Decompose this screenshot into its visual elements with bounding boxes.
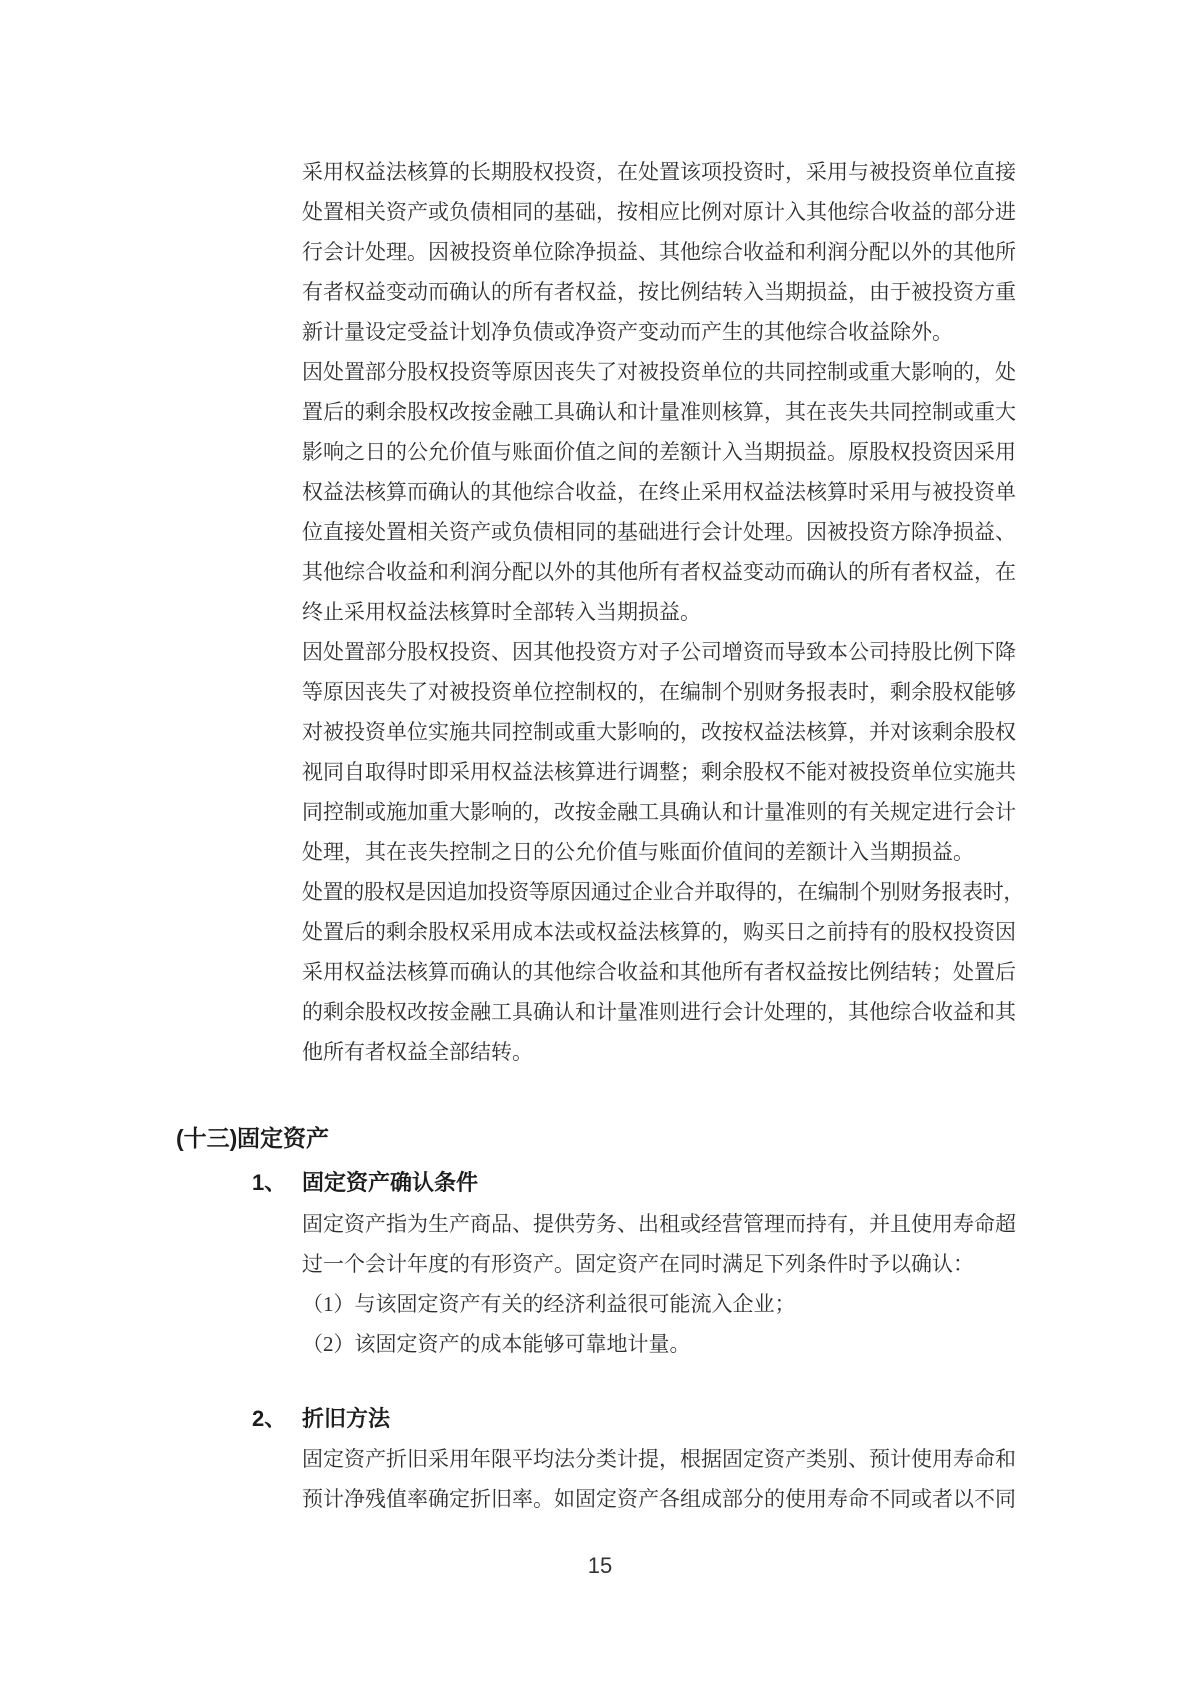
text-line: 处置的股权是因追加投资等原因通过企业合并取得的，在编制个别财务报表时， [302, 880, 1024, 904]
text-line: 采用权益法核算的长期股权投资，在处置该项投资时，采用与被投资单位直接 [302, 160, 1016, 184]
section-marker: (十三) [176, 1125, 238, 1151]
text-line: 终止采用权益法核算时全部转入当期损益。 [302, 600, 701, 624]
paragraph [302, 352, 1024, 632]
text-line: 权益法核算而确认的其他综合收益，在终止采用权益法核算时采用与被投资单 [302, 480, 1016, 504]
section-heading [176, 1118, 329, 1158]
subsection-body-fixed-asset-recognition [302, 1204, 1024, 1364]
text-line: 固定资产指为生产商品、提供劳务、出租或经营管理而持有，并且使用寿命超 [302, 1212, 1016, 1236]
paragraph [302, 632, 1024, 872]
text-line: 位直接处置相关资产或负债相同的基础进行会计处理。因被投资方除净损益、 [302, 520, 1016, 544]
text-line: 的剩余股权改按金融工具确认和计量准则进行会计处理的，其他综合收益和其 [302, 1000, 1016, 1024]
page-number: 15 [587, 1553, 613, 1578]
text-line: 等原因丧失了对被投资单位控制权的，在编制个别财务报表时，剩余股权能够 [302, 680, 1016, 704]
text-line: 他所有者权益全部结转。 [302, 1040, 533, 1064]
section-title: 固定资产 [237, 1125, 329, 1151]
subsection-heading-depreciation-method [252, 1399, 390, 1439]
text-line: 处理，其在丧失控制之日的公允价值与账面价值间的差额计入当期损益。 [302, 840, 974, 864]
text-line: 处置相关资产或负债相同的基础，按相应比例对原计入其他综合收益的部分进 [302, 200, 1016, 224]
text-line: 因处置部分股权投资、因其他投资方对子公司增资而导致本公司持股比例下降 [302, 640, 1016, 664]
paragraph [302, 872, 1024, 1072]
subsection-title: 折旧方法 [302, 1406, 391, 1431]
text-line: 预计净残值率确定折旧率。如固定资产各组成部分的使用寿命不同或者以不同 [302, 1487, 1016, 1511]
text-line: 固定资产折旧采用年限平均法分类计提，根据固定资产类别、预计使用寿命和 [302, 1447, 1016, 1471]
text-line: 采用权益法核算而确认的其他综合收益和其他所有者权益按比例结转；处置后 [302, 960, 1016, 984]
text-line: （2）该固定资产的成本能够可靠地计量。 [302, 1332, 691, 1356]
subsection-title: 固定资产确认条件 [302, 1170, 479, 1195]
text-line: 处置后的剩余股权采用成本法或权益法核算的，购买日之前持有的股权投资因 [302, 920, 1016, 944]
text-line: 其他综合收益和利润分配以外的其他所有者权益变动而确认的所有者权益，在 [302, 560, 1016, 584]
text-line: 影响之日的公允价值与账面价值之间的差额计入当期损益。原股权投资因采用 [302, 440, 1016, 464]
text-line: 置后的剩余股权改按金融工具确认和计量准则核算，其在丧失共同控制或重大 [302, 400, 1016, 424]
text-line: 行会计处理。因被投资单位除净损益、其他综合收益和利润分配以外的其他所 [302, 240, 1016, 264]
text-line: 有者权益变动而确认的所有者权益，按比例结转入当期损益，由于被投资方重 [302, 280, 1016, 304]
subsection-number: 2、 [252, 1406, 287, 1431]
text-line: 因处置部分股权投资等原因丧失了对被投资单位的共同控制或重大影响的，处 [302, 360, 1016, 384]
text-line: （1）与该固定资产有关的经济利益很可能流入企业； [302, 1292, 796, 1316]
text-line: 对被投资单位实施共同控制或重大影响的，改按权益法核算，并对该剩余股权 [302, 720, 1016, 744]
body-text [302, 152, 1024, 1072]
subsection-number: 1、 [252, 1170, 287, 1195]
text-line: 同控制或施加重大影响的，改按金融工具确认和计量准则的有关规定进行会计 [302, 800, 1016, 824]
text-line: 新计量设定受益计划净负债或净资产变动而产生的其他综合收益除外。 [302, 320, 953, 344]
subsection-body-depreciation-method [302, 1439, 1024, 1519]
text-line: 视同自取得时即采用权益法核算进行调整；剩余股权不能对被投资单位实施共 [302, 760, 1016, 784]
text-line: 过一个会计年度的有形资产。固定资产在同时满足下列条件时予以确认： [302, 1252, 974, 1276]
subsection-heading-fixed-asset-recognition [252, 1163, 478, 1203]
paragraph [302, 152, 1024, 352]
